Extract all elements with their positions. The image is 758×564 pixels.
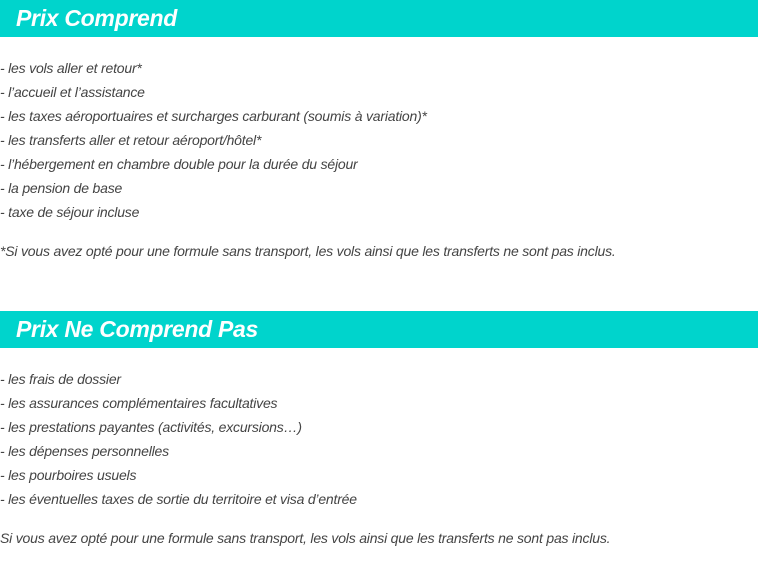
price-excludes-section [0,311,758,550]
list-item: - les éventuelles taxes de sortie du territoire et visa d’entrée [0,491,357,507]
list-item: - les taxes aéroportuaires et surcharges carburant (soumis à variation)* [0,108,427,124]
list-item: - la pension de base [0,180,123,196]
list-item: - l’accueil et l’assistance [0,84,145,100]
footnote: *Si vous avez opté pour une formule sans transport, les vols ainsi que les transferts ne sont pas inclus. [0,243,616,259]
excluded-list [0,367,758,511]
footnote: Si vous avez opté pour une formule sans transport, les vols ainsi que les transferts ne sont pas inclus. [0,530,611,546]
price-includes-section [0,0,758,263]
list-item: - taxe de séjour incluse [0,204,140,220]
included-list [0,56,758,224]
list-item: - les transferts aller et retour aéroport/hôtel* [0,132,262,148]
section-heading: Prix Ne Comprend Pas [0,311,758,348]
list-item: - l’hébergement en chambre double pour la durée du séjour [0,156,358,172]
list-item: - les assurances complémentaires facultatives [0,395,278,411]
section-heading: Prix Comprend [0,0,758,37]
list-item: - les dépenses personnelles [0,443,169,459]
list-item: - les frais de dossier [0,371,121,387]
list-item: - les pourboires usuels [0,467,137,483]
list-item: - les vols aller et retour* [0,60,142,76]
list-item: - les prestations payantes (activités, excursions…) [0,419,302,435]
